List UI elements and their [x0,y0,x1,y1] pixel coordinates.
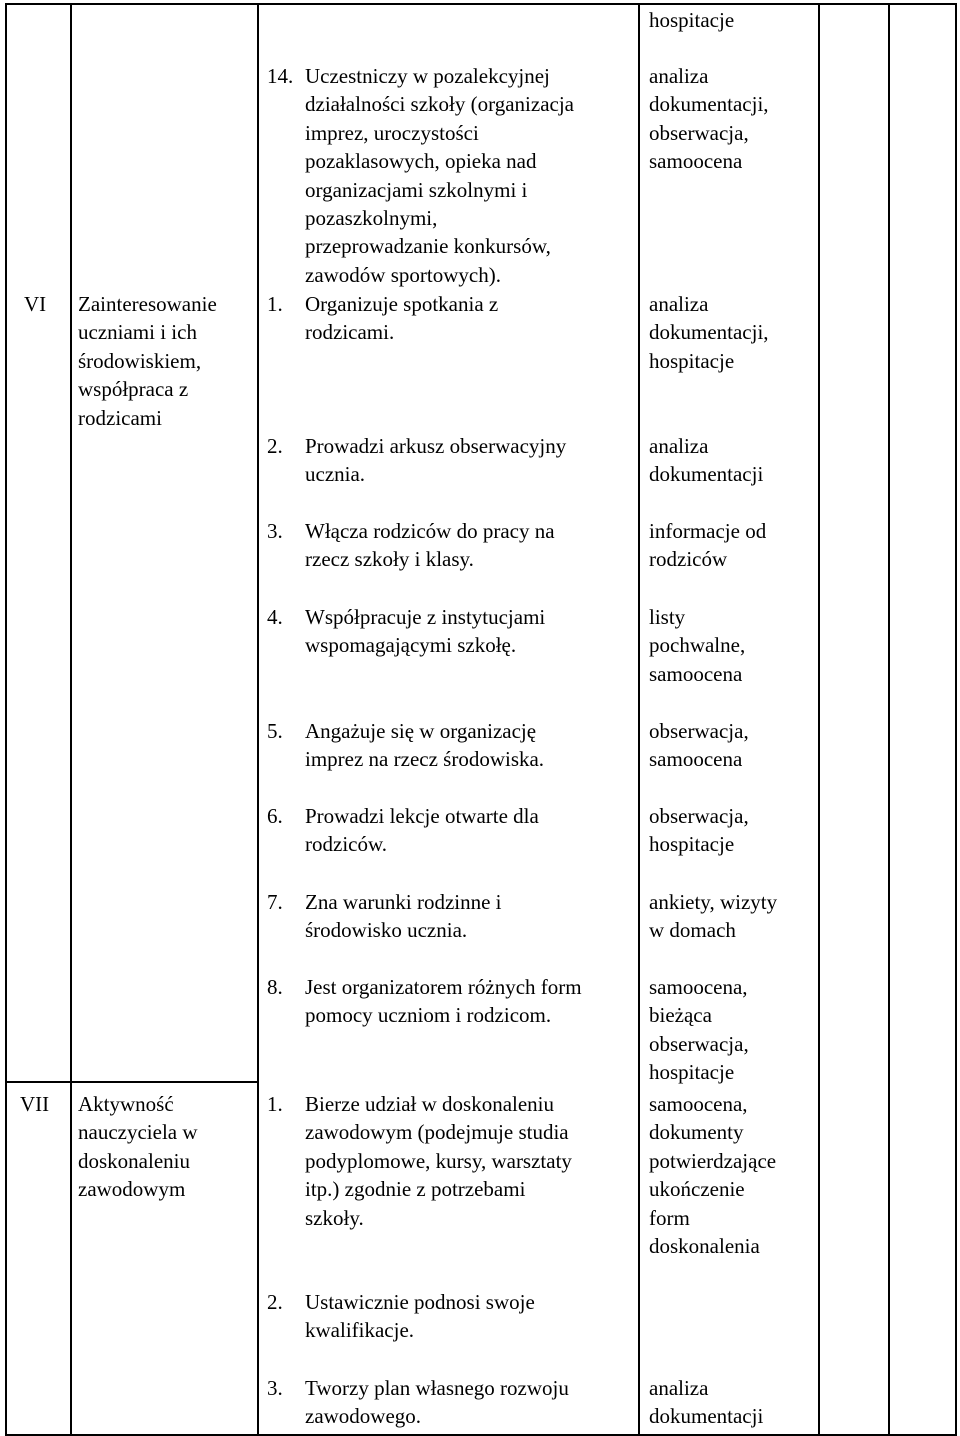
method-line: hospitacje [649,1060,735,1085]
section-number: VI [24,292,47,316]
column-divider [638,3,640,1436]
method-line: analiza [649,292,709,316]
criterion-text-line: Zna warunki rodzinne i [305,890,502,914]
criterion-number: 2. [267,434,283,458]
criterion-number: 5. [267,719,283,743]
criterion-text-line: Włącza rodziców do pracy na [305,519,555,543]
criterion-number: 2. [267,1290,283,1314]
criterion-number: 1. [267,292,283,316]
criterion-text-line: Angażuje się w organizację [305,719,537,743]
area-line: środowiskiem, [78,348,202,373]
criterion-text-line: Tworzy plan własnego rozwoju [305,1376,569,1400]
method-line: dokumenty [649,1120,744,1145]
criterion-text-line: kwalifikacje. [305,1318,415,1343]
criterion-text-line: rodziców. [305,832,388,857]
criterion-text-line: przeprowadzanie konkursów, [305,234,551,259]
criterion-text-line: itp.) zgodnie z potrzebami [305,1177,526,1202]
method-line: dokumentacji, [649,320,769,345]
criterion-number: 3. [267,519,283,543]
column-divider [257,3,259,1436]
method-line: samoocena [649,747,743,772]
method-line: informacje od [649,519,767,543]
criterion-text-line: imprez na rzecz środowiska. [305,747,545,772]
method-line: dokumentacji [649,1404,764,1429]
criterion-text-line: ucznia. [305,462,366,487]
area-line: rodzicami [78,405,162,430]
area-line: nauczyciela w [78,1120,198,1145]
criterion-text-line: organizacjami szkolnymi i [305,177,528,202]
criterion-text-line: szkoły. [305,1205,364,1230]
criterion-text-line: zawodowego. [305,1404,422,1429]
criterion-text-line: pozaszkolnymi, [305,206,438,230]
criterion-text-line: Bierze udział w doskonaleniu [305,1092,555,1116]
table-border-left [5,3,7,1436]
column-divider [70,3,72,1436]
criterion-text-line: rzecz szkoły i klasy. [305,547,474,572]
method-line: pochwalne, [649,633,746,658]
area-line: doskonaleniu [78,1148,190,1173]
criterion-number: 14. [267,64,294,88]
method-line: w domach [649,918,736,943]
method-line: obserwacja, [649,1031,749,1056]
method-line: listy [649,605,686,629]
criterion-text-line: zawodowym (podejmuje studia [305,1120,569,1145]
criterion-text-line: rodzicami. [305,320,395,345]
method-line: ankiety, wizyty [649,890,778,914]
method-line: form [649,1205,690,1230]
method-cell: hospitacje [649,8,735,32]
criterion-number: 4. [267,605,283,629]
criterion-text-line: pozaklasowych, opieka nad [305,149,537,174]
criterion-number: 6. [267,804,283,828]
criterion-text-line: Prowadzi arkusz obserwacyjny [305,434,567,458]
criterion-text-line: działalności szkoły (organizacja [305,92,575,117]
method-line: obserwacja, [649,719,749,743]
criterion-text-line: imprez, uroczystości [305,120,479,145]
method-line: ukończenie [649,1177,745,1202]
criterion-text-line: Prowadzi lekcje otwarte dla [305,804,539,828]
criterion-number: 7. [267,890,283,914]
method-line: doskonalenia [649,1234,760,1258]
area-line: zawodowym [78,1177,186,1202]
method-line: hospitacje [649,348,735,373]
criterion-text-line: środowisko ucznia. [305,918,468,943]
criterion-text-line: pomocy uczniom i rodzicom. [305,1003,552,1028]
criterion-text-line: podyplomowe, kursy, warsztaty [305,1148,572,1173]
method-line: obserwacja, [649,804,749,828]
area-line: uczniami i ich [78,320,197,345]
criterion-number: 8. [267,975,283,999]
criterion-text-line: Ustawicznie podnosi swoje [305,1290,535,1314]
method-line: rodziców [649,547,728,572]
area-line: współpraca z [78,377,189,402]
method-line: samoocena, [649,975,748,999]
table-border-right [955,3,957,1436]
method-line: obserwacja, [649,120,749,145]
method-line: hospitacje [649,832,735,857]
criterion-text-line: zawodów sportowych). [305,262,501,287]
table-border-top [5,3,957,5]
section-divider [5,1081,257,1083]
criterion-text-line: Jest organizatorem różnych form [305,975,582,999]
column-divider [888,3,890,1436]
criterion-number: 3. [267,1376,283,1400]
criterion-text-line: wspomagającymi szkołę. [305,633,517,658]
method-line: dokumentacji, [649,92,769,117]
method-line: samoocena, [649,1092,748,1116]
method-line: analiza [649,64,709,88]
method-line: samoocena [649,661,743,686]
method-line: potwierdzające [649,1148,777,1173]
criterion-number: 1. [267,1092,283,1116]
method-line: analiza [649,1376,709,1400]
method-line: dokumentacji [649,462,764,487]
section-number: VII [20,1092,50,1116]
criterion-text-line: Organizuje spotkania z [305,292,499,316]
method-line: samoocena [649,149,743,174]
criterion-text-line: Współpracuje z instytucjami [305,605,546,629]
area-line: Zainteresowanie [78,292,217,316]
criterion-text-line: Uczestniczy w pozalekcyjnej [305,64,550,88]
column-divider [818,3,820,1436]
method-line: analiza [649,434,709,458]
area-line: Aktywność [78,1092,174,1116]
method-line: bieżąca [649,1003,712,1028]
